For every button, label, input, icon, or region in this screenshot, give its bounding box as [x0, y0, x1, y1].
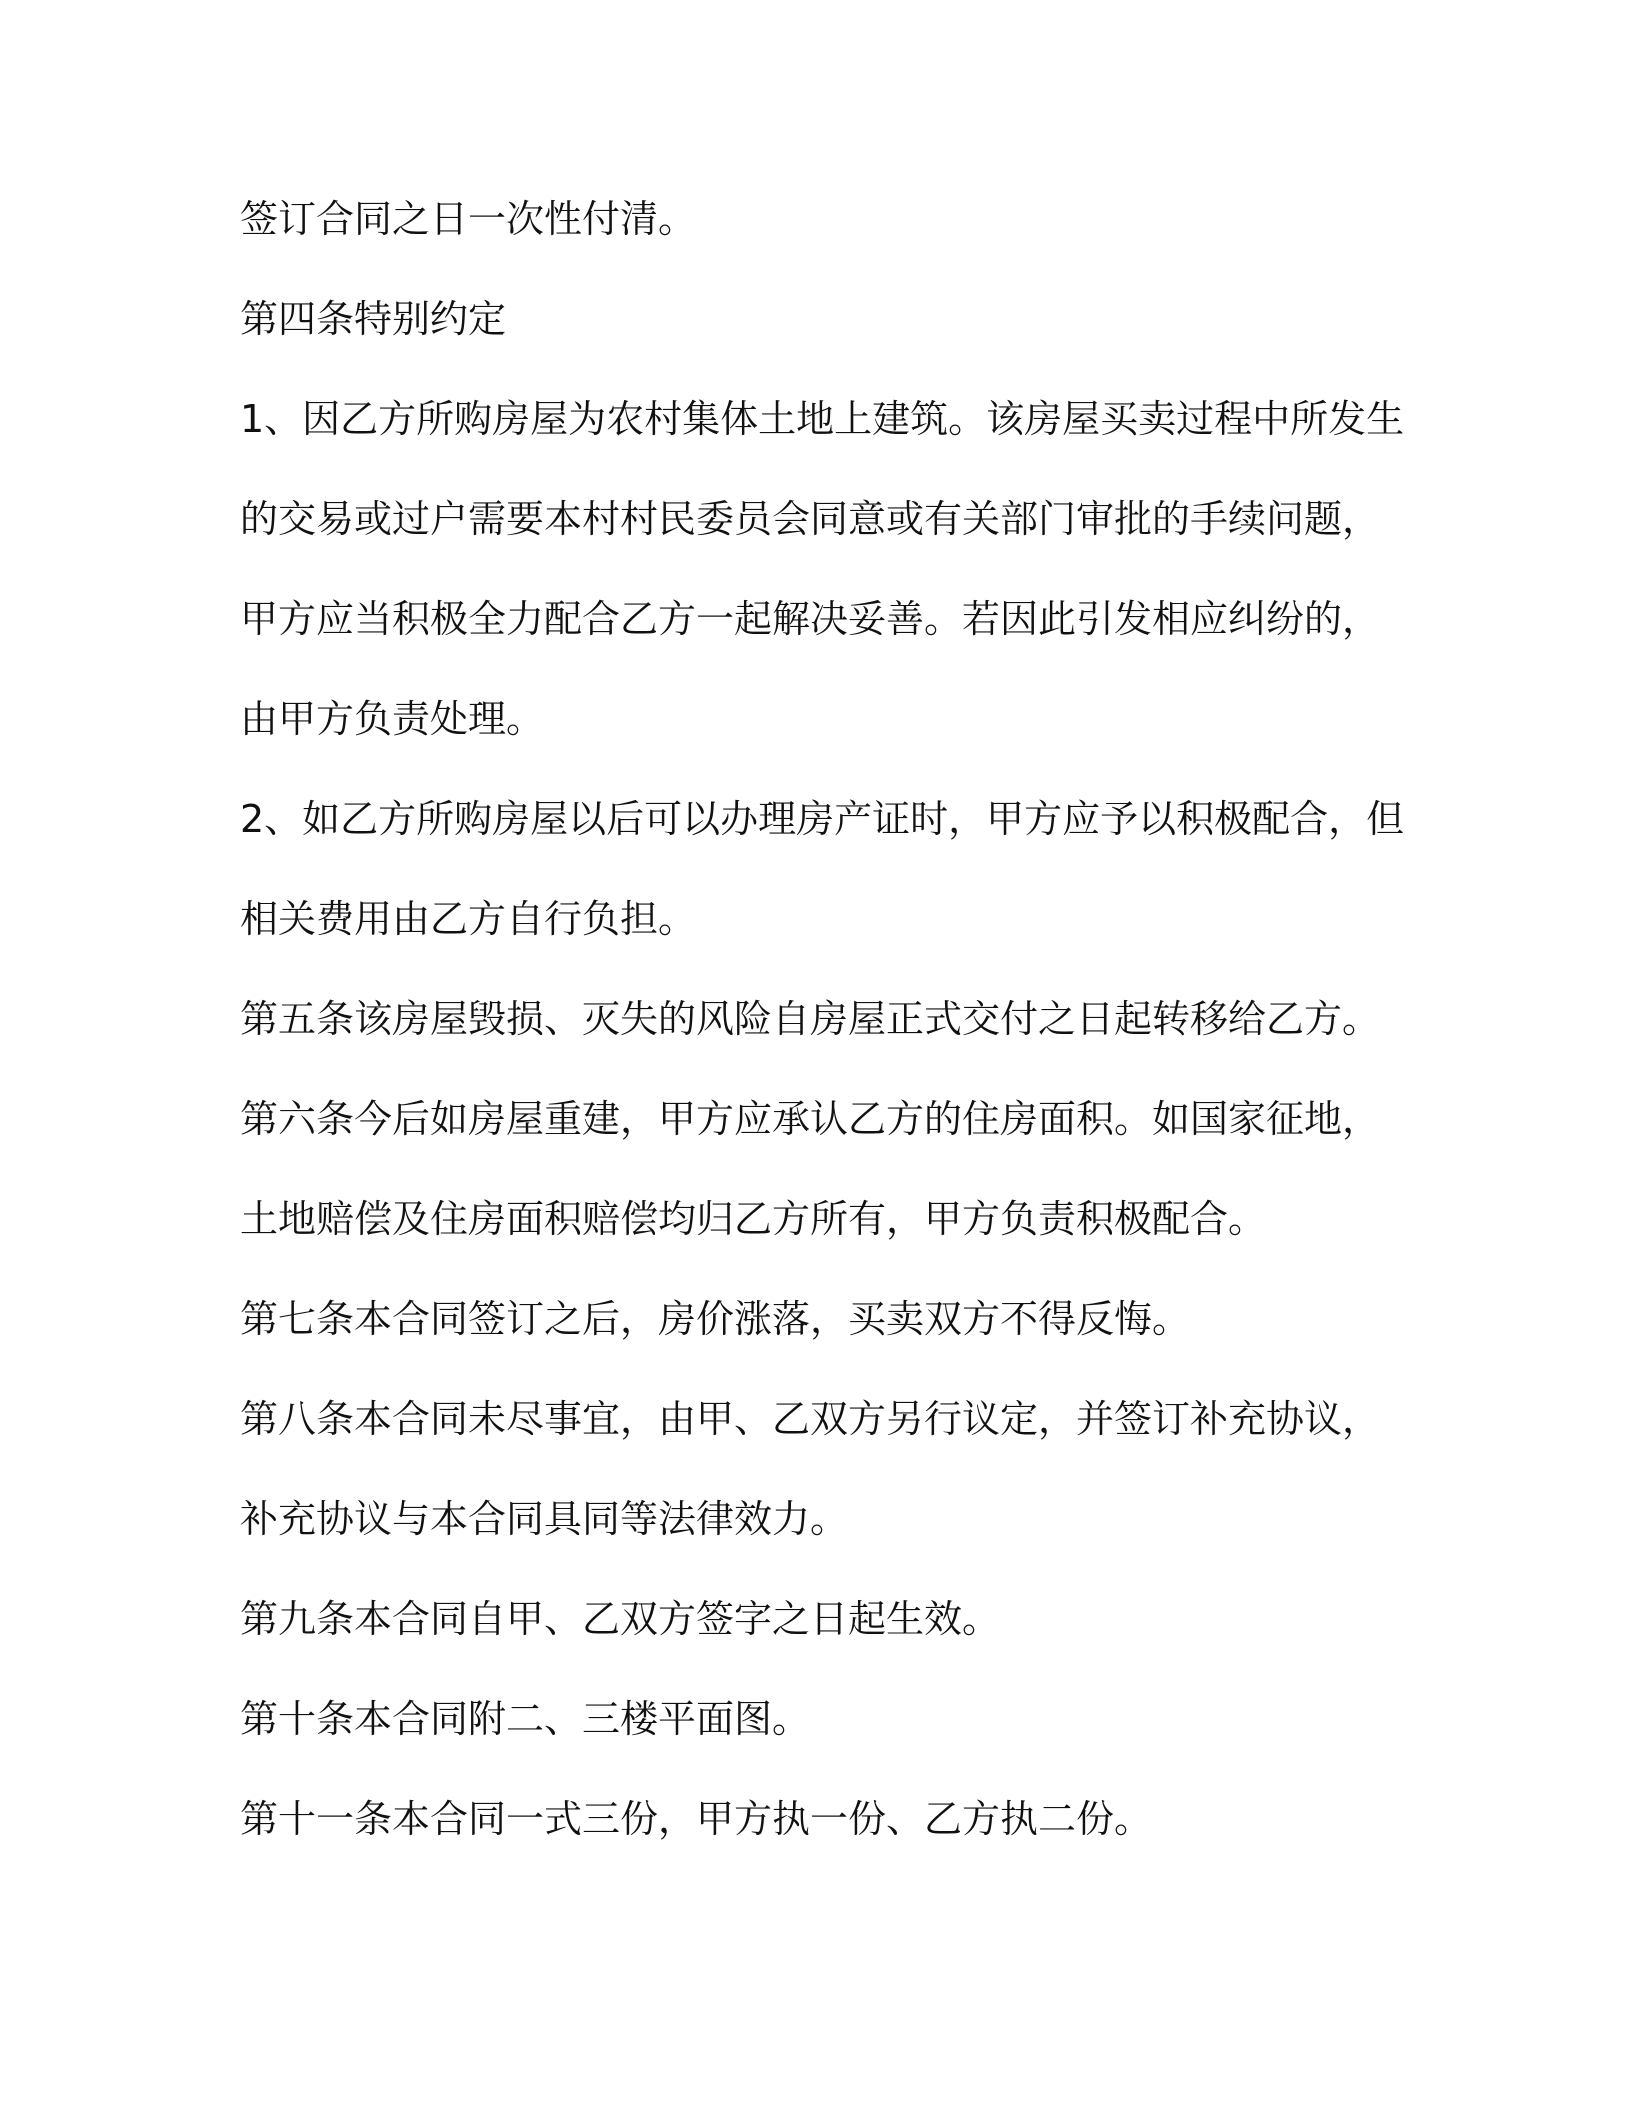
article-4-clause-1-line-4: 由甲方负责处理。 — [240, 697, 545, 741]
article-9: 第九条本合同自甲、乙双方签字之日起生效。 — [240, 1597, 1001, 1641]
article-6-line-2: 土地赔偿及住房面积赔偿均归乙方所有，甲方负责积极配合。 — [240, 1197, 1267, 1241]
article-4-clause-1-line-1: 1、因乙方所购房屋为农村集体土地上建筑。该房屋买卖过程中所发生 — [240, 397, 1405, 441]
article-6-line-1: 第六条今后如房屋重建，甲方应承认乙方的住房面积。如国家征地， — [240, 1097, 1381, 1141]
article-5: 第五条该房屋毁损、灭失的风险自房屋正式交付之日起转移给乙方。 — [240, 997, 1381, 1041]
article-10: 第十条本合同附二、三楼平面图。 — [240, 1697, 811, 1741]
article-11: 第十一条本合同一式三份，甲方执一份、乙方执二份。 — [240, 1797, 1153, 1841]
article-7: 第七条本合同签订之后，房价涨落，买卖双方不得反悔。 — [240, 1297, 1191, 1341]
article-8-line-1: 第八条本合同未尽事宜，由甲、乙双方另行议定，并签订补充协议， — [240, 1397, 1381, 1441]
article-4-heading: 第四条特别约定 — [240, 297, 507, 341]
text-line-continued-payment: 签订合同之日一次性付清。 — [240, 197, 697, 241]
article-4-clause-2-line-2: 相关费用由乙方自行负担。 — [240, 897, 697, 941]
article-4-clause-1-line-2: 的交易或过户需要本村村民委员会同意或有关部门审批的手续问题， — [240, 497, 1381, 541]
article-4-clause-1-line-3: 甲方应当积极全力配合乙方一起解决妥善。若因此引发相应纠纷的， — [240, 597, 1381, 641]
article-8-line-2: 补充协议与本合同具同等法律效力。 — [240, 1497, 849, 1541]
article-4-clause-2-line-1: 2、如乙方所购房屋以后可以办理房产证时，甲方应予以积极配合，但 — [240, 797, 1405, 841]
